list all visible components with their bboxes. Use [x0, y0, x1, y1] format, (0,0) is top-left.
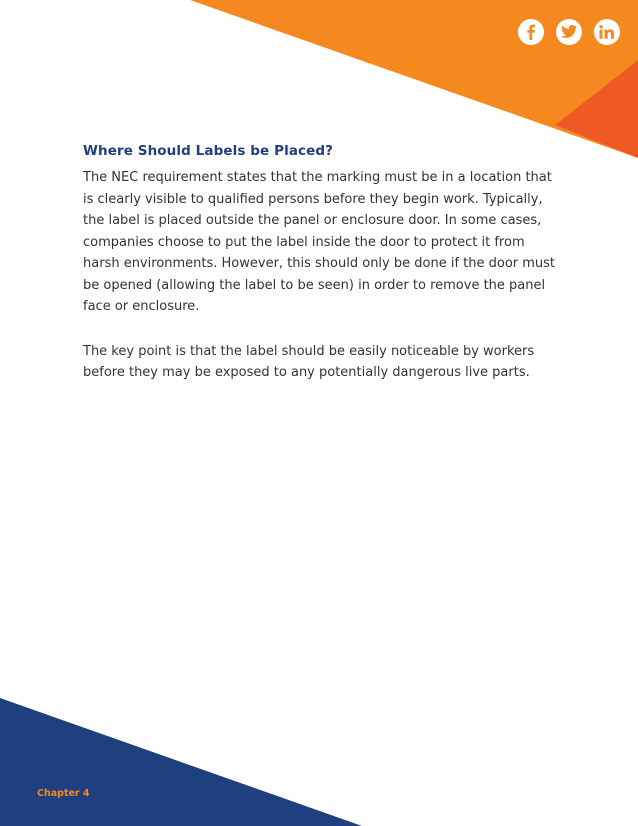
social-links — [518, 19, 620, 45]
body-paragraph-1: The NEC requirement states that the marking must be in a location that is clearly visible to qualified persons before they begin work. Typically, the label is placed outside the panel or enclosure door. In some cases, companies choose to put the label inside the door to protect it from harsh environments. However, this should only be done if the door must be opened (allowing the label to be seen) in order to remove the panel face or enclosure. — [83, 170, 556, 314]
bottom-navy-band — [0, 698, 362, 826]
body-paragraph-2: The key point is that the label should be easily noticeable by workers before they may be exposed to any potentially dangerous live parts. — [83, 343, 535, 380]
section-heading: Where Should Labels be Placed? — [83, 143, 334, 159]
footer-separator: / — [93, 788, 98, 799]
facebook-button[interactable] — [518, 19, 544, 45]
linkedin-button[interactable] — [594, 19, 620, 45]
twitter-button[interactable] — [556, 19, 582, 45]
twitter-icon — [561, 25, 577, 39]
chapter-label: Chapter 4 — [37, 788, 90, 799]
main-content — [83, 143, 563, 407]
page-footer — [37, 788, 113, 799]
linkedin-icon — [599, 25, 615, 39]
page-number: 15 — [101, 788, 114, 799]
facebook-icon — [524, 24, 538, 40]
